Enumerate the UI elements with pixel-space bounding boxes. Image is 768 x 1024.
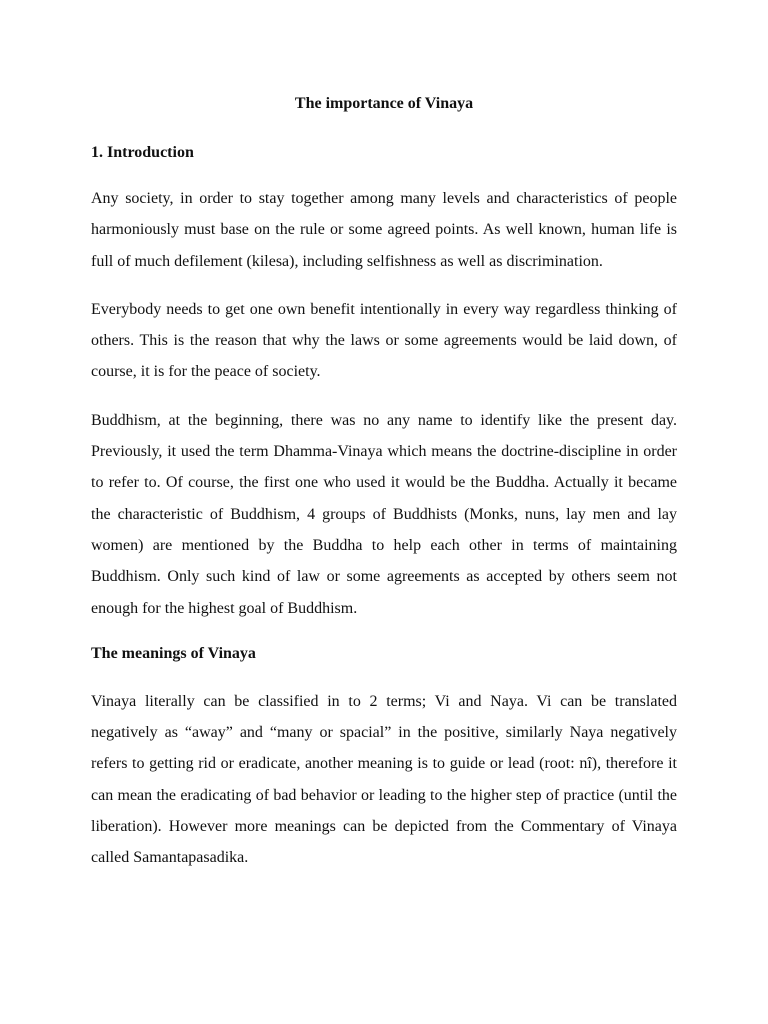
title-block	[91, 91, 677, 140]
paragraph: Any society, in order to stay together among many levels and characteristics of people harmoniously must base on the rule or some agreed points. As well known, human life is full of much defilement (kilesa), including selfishness as well as discrimination.	[91, 190, 677, 270]
section-heading-introduction: 1. Introduction	[91, 144, 194, 161]
paragraph: Vinaya literally can be classified in to 2 terms; Vi and Naya. Vi can be translated negatively as “away” and “many or spacial” in the positive, similarly Naya negatively refers to getting rid or eradicate, another meaning is to guide or lead (root: nî), therefore it can mean the eradicating of bad behavior or leading to the higher step of practice (until the liberation). However more meanings can be depicted from the Commentary of Vinaya called Samantapasadika.	[91, 692, 677, 867]
section-heading-block	[91, 140, 677, 166]
paragraph: Buddhism, at the beginning, there was no any name to identify like the present day. Previously, it used the term Dhamma-Vinaya which means the doctrine-discipline in order to refer to. Of course, the first one who used it would be the Buddha. Actually it became the characteristic of Buddhism, 4 groups of Buddhists (Monks, nuns, lay men and lay women) are mentioned by the Buddha to help each other in terms of maintaining Buddhism. Only such kind of law or some agreements as accepted by others seem not enough for the highest goal of Buddhism.	[91, 411, 677, 617]
section-heading-meanings: The meanings of Vinaya	[91, 644, 256, 662]
section-heading-block	[91, 641, 677, 667]
paragraph: Everybody needs to get one own benefit intentionally in every way regardless thinking of others. This is the reason that why the laws or some agreements would be laid down, of course, it is for the peace of society.	[91, 300, 677, 381]
document-title: The importance of Vinaya	[294, 95, 474, 112]
document-body	[91, 91, 677, 874]
